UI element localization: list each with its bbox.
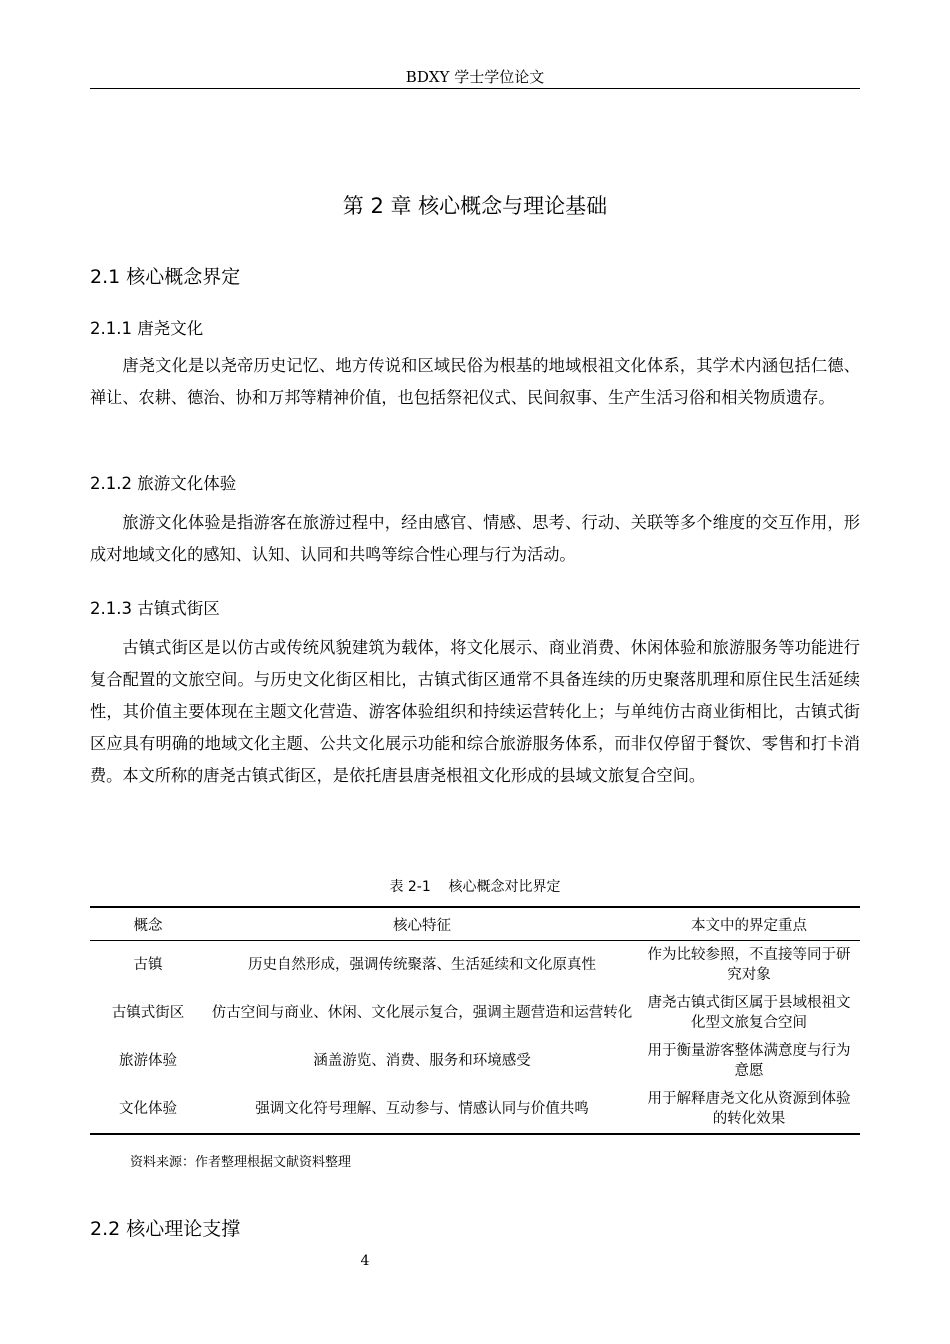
section-2-1-3-body: 古镇式街区是以仿古或传统风貌建筑为载体，将文化展示、商业消费、休闲体验和旅游服务等功能进行复合配置的文旅空间。与历史文化街区相比，古镇式街区通常不具备连续的历史聚落肌理和原住民生活延续性，其价值主要体现在主题文化营造、游客体验组织和持续运营转化上；与单纯仿古商业街相比，古镇式街区应具有明确的地域文化主题、公共文化展示功能和综合旅游服务体系，而非仅停留于餐饮、零售和打卡消费。本文所称的唐尧古镇式街区，是依托唐县唐尧根祖文化形成的县域文旅复合空间。 (90, 638, 860, 785)
column-header-feature: 核心特征 (206, 907, 638, 941)
section-2-1-3-heading: 2.1.3 古镇式街区 (90, 599, 220, 618)
running-header: BDXY 学士学位论文 (405, 68, 545, 86)
cell-feature: 涵盖游览、消费、服务和环境感受 (313, 1053, 531, 1069)
chapter-title: 第 2 章 核心概念与理论基础 (342, 194, 608, 218)
cell-focus: 作为比较参照，不直接等同于研究对象 (647, 947, 851, 983)
cell-feature: 历史自然形成，强调传统聚落、生活延续和文化原真性 (248, 957, 596, 973)
cell-focus: 用于解释唐尧文化从资源到体验的转化效果 (638, 1085, 860, 1134)
table-source-note: 资料来源：作者整理根据文献资料整理 (130, 1155, 352, 1170)
table-row (90, 1037, 860, 1085)
cell-concept: 古镇 (133, 957, 163, 973)
cell-feature: 强调文化符号理解、互动参与、情感认同与价值共鸣 (206, 1085, 638, 1134)
section-2-1-1-body: 唐尧文化是以尧帝历史记忆、地方传说和区域民俗为根基的地域根祖文化体系，其学术内涵包括仁德、禅让、农耕、德治、协和万邦等精神价值，也包括祭祀仪式、民间叙事、生产生活习俗和相关物质遗存。 (90, 356, 860, 407)
table-row (90, 941, 860, 990)
cell-concept: 文化体验 (90, 1085, 206, 1134)
concept-comparison-table (90, 906, 860, 1135)
cell-feature: 仿古空间与商业、休闲、文化展示复合，强调主题营造和运营转化 (211, 1005, 633, 1021)
column-header-focus: 本文中的界定重点 (638, 907, 860, 941)
cell-concept: 旅游体验 (119, 1053, 177, 1069)
table-header-row (90, 907, 860, 941)
page-number: 4 (360, 1253, 370, 1269)
table-caption: 表 2-1 核心概念对比界定 (389, 879, 561, 895)
header-rule (90, 88, 860, 89)
cell-focus: 唐尧古镇式街区属于县域根祖文化型文旅复合空间 (647, 995, 851, 1031)
section-2-1-1-heading: 2.1.1 唐尧文化 (90, 319, 204, 338)
section-2-2-heading: 2.2 核心理论支撑 (90, 1218, 241, 1240)
column-header-concept: 概念 (90, 907, 206, 941)
cell-focus: 用于衡量游客整体满意度与行为意愿 (647, 1043, 851, 1079)
cell-concept: 古镇式街区 (111, 1005, 185, 1021)
table-row (90, 989, 860, 1037)
section-2-1-2-body: 旅游文化体验是指游客在旅游过程中，经由感官、情感、思考、行动、关联等多个维度的交互作用，形成对地域文化的感知、认知、认同和共鸣等综合性心理与行为活动。 (90, 513, 860, 564)
section-2-1-heading: 2.1 核心概念界定 (90, 266, 241, 288)
table-row (90, 1085, 860, 1134)
section-2-1-2-heading: 2.1.2 旅游文化体验 (90, 474, 237, 493)
